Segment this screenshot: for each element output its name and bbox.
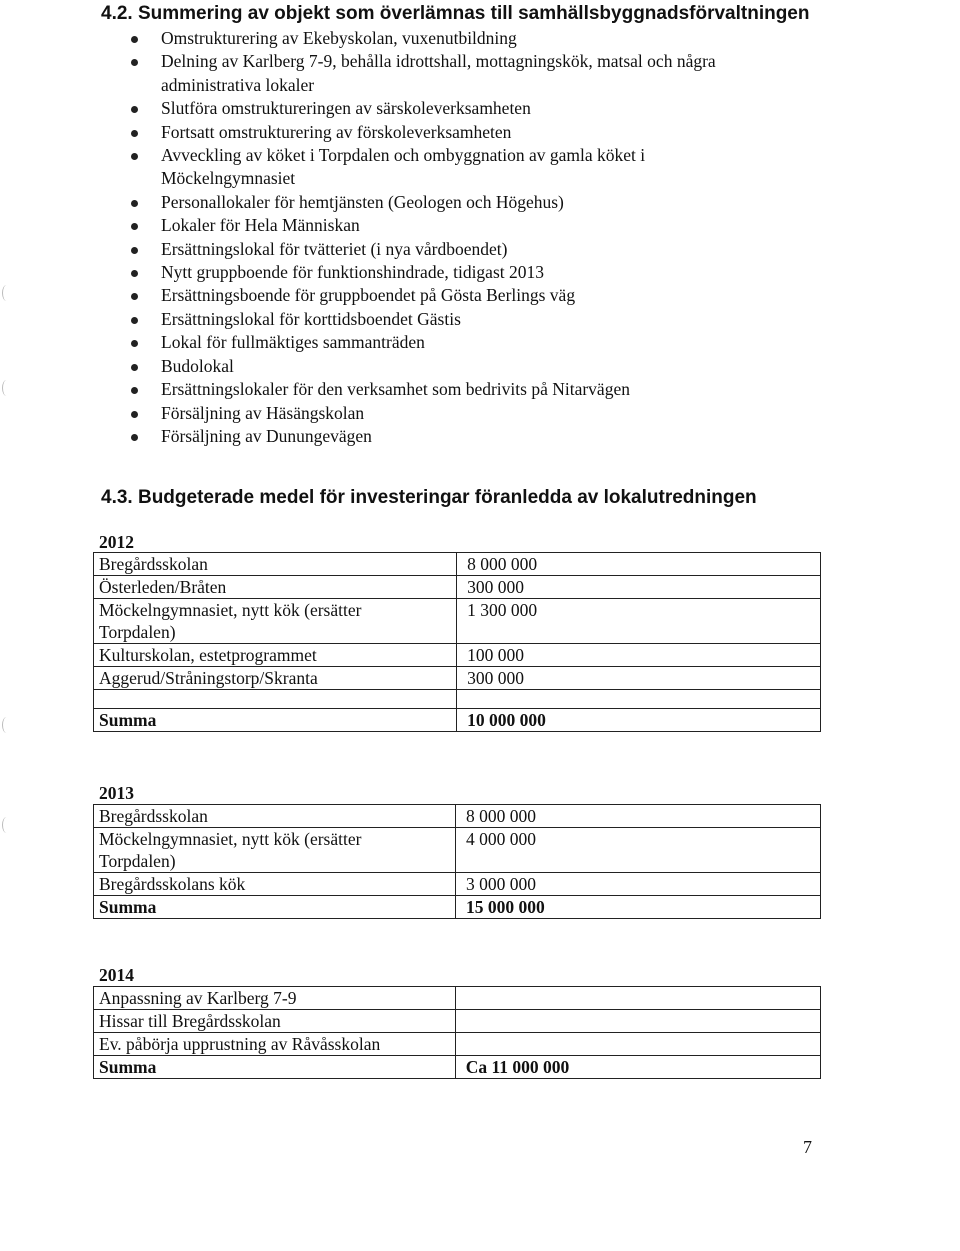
total-label: Summa bbox=[94, 709, 457, 732]
list-item bbox=[0, 27, 801, 50]
table-row bbox=[94, 667, 821, 690]
year-2012-label: 2012 bbox=[99, 532, 134, 552]
row-name: Ev. påbörja upprustning av Råvåsskolan bbox=[94, 1033, 456, 1056]
objects-list bbox=[0, 27, 801, 448]
table-row bbox=[94, 987, 821, 1010]
list-item bbox=[0, 378, 801, 401]
row-amount: 8 000 000 bbox=[457, 553, 821, 576]
list-item bbox=[0, 238, 801, 261]
list-item bbox=[0, 261, 801, 284]
list-item-text: Lokaler för Hela Människan bbox=[161, 215, 360, 236]
row-name: Anpassning av Karlberg 7-9 bbox=[94, 987, 456, 1010]
list-item bbox=[0, 121, 801, 144]
list-item bbox=[0, 214, 801, 237]
bullet-icon bbox=[131, 223, 138, 230]
bullet-icon bbox=[131, 130, 138, 137]
list-item-text: Ersättningslokaler för den verksamhet som bedrivits på Nitarvägen bbox=[161, 379, 630, 400]
row-name: Kulturskolan, estetprogrammet bbox=[94, 644, 457, 667]
row-amount: 4 000 000 bbox=[456, 828, 821, 873]
row-amount bbox=[455, 1010, 820, 1033]
list-item-text: Nytt gruppboende för funktionshindrade, tidigast 2013 bbox=[161, 262, 544, 283]
list-item bbox=[0, 50, 801, 97]
bullet-icon bbox=[131, 387, 138, 394]
bullet-icon bbox=[131, 106, 138, 113]
list-item bbox=[0, 425, 801, 448]
row-amount bbox=[455, 987, 820, 1010]
total-row bbox=[94, 896, 821, 919]
list-item bbox=[0, 284, 801, 307]
table-row bbox=[94, 873, 821, 896]
budget-table-2013 bbox=[93, 804, 821, 919]
list-item bbox=[0, 331, 801, 354]
total-amount: 15 000 000 bbox=[456, 896, 821, 919]
total-amount: Ca 11 000 000 bbox=[455, 1056, 820, 1079]
row-name: Österleden/Bråten bbox=[94, 576, 457, 599]
row-name: Bregårdsskolans kök bbox=[94, 873, 456, 896]
list-item-text: Delning av Karlberg 7-9, behålla idrottshall, mottagningskök, matsal och några administrativa lokaler bbox=[161, 51, 716, 95]
bullet-icon bbox=[131, 59, 138, 66]
list-item-text: Försäljning av Dunungevägen bbox=[161, 425, 372, 446]
table-row bbox=[94, 1033, 821, 1056]
bullet-icon bbox=[131, 153, 138, 160]
total-label: Summa bbox=[94, 1056, 456, 1079]
budget-table-2012 bbox=[93, 552, 821, 732]
list-item bbox=[0, 144, 801, 191]
row-name: Bregårdsskolan bbox=[94, 553, 457, 576]
list-item-text: Personallokaler för hemtjänsten (Geologen och Högehus) bbox=[161, 191, 564, 212]
table-row bbox=[94, 599, 821, 644]
row-name: Möckelngymnasiet, nytt kök (ersätter Torpdalen) bbox=[94, 828, 456, 873]
empty-cell bbox=[457, 690, 821, 709]
list-item-text: Försäljning av Häsängskolan bbox=[161, 402, 365, 423]
row-amount: 1 300 000 bbox=[457, 599, 821, 644]
row-name: Aggerud/Stråningstorp/Skranta bbox=[94, 667, 457, 690]
row-amount: 3 000 000 bbox=[456, 873, 821, 896]
bullet-icon bbox=[131, 247, 138, 254]
bullet-icon bbox=[131, 317, 138, 324]
list-item-text: Budolokal bbox=[161, 355, 234, 376]
total-amount: 10 000 000 bbox=[457, 709, 821, 732]
table-row bbox=[94, 644, 821, 667]
page-number: 7 bbox=[803, 1137, 812, 1157]
table-row bbox=[94, 1010, 821, 1033]
bullet-icon bbox=[131, 36, 138, 43]
empty-row bbox=[94, 690, 821, 709]
list-item-text: Ersättningslokal för tvätteriet (i nya vårdboendet) bbox=[161, 238, 508, 259]
bullet-icon bbox=[131, 200, 138, 207]
row-amount: 100 000 bbox=[457, 644, 821, 667]
table-row bbox=[94, 553, 821, 576]
table-row bbox=[94, 805, 821, 828]
total-label: Summa bbox=[94, 896, 456, 919]
year-2014-label: 2014 bbox=[99, 965, 134, 985]
list-item-text: Avveckling av köket i Torpdalen och ombyggnation av gamla köket i Möckelngymnasiet bbox=[161, 145, 646, 189]
list-item-text: Fortsatt omstrukturering av förskoleverksamheten bbox=[161, 121, 512, 142]
scan-mark bbox=[2, 380, 11, 396]
list-item-text: Slutföra omstruktureringen av särskoleverksamheten bbox=[161, 98, 531, 119]
section-4-3-heading: 4.3. Budgeterade medel för investeringar föranledda av lokalutredningen bbox=[101, 487, 757, 508]
row-amount: 300 000 bbox=[457, 667, 821, 690]
row-name: Hissar till Bregårdsskolan bbox=[94, 1010, 456, 1033]
list-item-text: Ersättningslokal för korttidsboendet Gästis bbox=[161, 308, 461, 329]
scan-mark bbox=[2, 285, 11, 301]
bullet-icon bbox=[131, 293, 138, 300]
list-item bbox=[0, 97, 801, 120]
bullet-icon bbox=[131, 411, 138, 418]
row-name: Bregårdsskolan bbox=[94, 805, 456, 828]
row-amount bbox=[455, 1033, 820, 1056]
bullet-icon bbox=[131, 434, 138, 441]
table-row bbox=[94, 576, 821, 599]
list-item-text: Omstrukturering av Ekebyskolan, vuxenutbildning bbox=[161, 28, 517, 48]
bullet-icon bbox=[131, 270, 138, 277]
year-2013-label: 2013 bbox=[99, 783, 134, 803]
total-row bbox=[94, 1056, 821, 1079]
scan-mark bbox=[2, 717, 11, 733]
budget-table-2014 bbox=[93, 986, 821, 1079]
section-4-2-heading: 4.2. Summering av objekt som överlämnas till samhällsbyggnadsförvaltningen bbox=[101, 3, 810, 24]
row-amount: 300 000 bbox=[457, 576, 821, 599]
empty-cell bbox=[94, 690, 457, 709]
list-item bbox=[0, 308, 801, 331]
list-item bbox=[0, 191, 801, 214]
list-item-text: Ersättningsboende för gruppboendet på Gösta Berlings väg bbox=[161, 285, 576, 306]
scan-mark bbox=[2, 817, 11, 833]
list-item bbox=[0, 402, 801, 425]
table-row bbox=[94, 828, 821, 873]
total-row bbox=[94, 709, 821, 732]
bullet-icon bbox=[131, 364, 138, 371]
list-item bbox=[0, 355, 801, 378]
row-amount: 8 000 000 bbox=[456, 805, 821, 828]
bullet-icon bbox=[131, 340, 138, 347]
list-item-text: Lokal för fullmäktiges sammanträden bbox=[161, 332, 425, 353]
row-name: Möckelngymnasiet, nytt kök (ersätter Torpdalen) bbox=[94, 599, 457, 644]
